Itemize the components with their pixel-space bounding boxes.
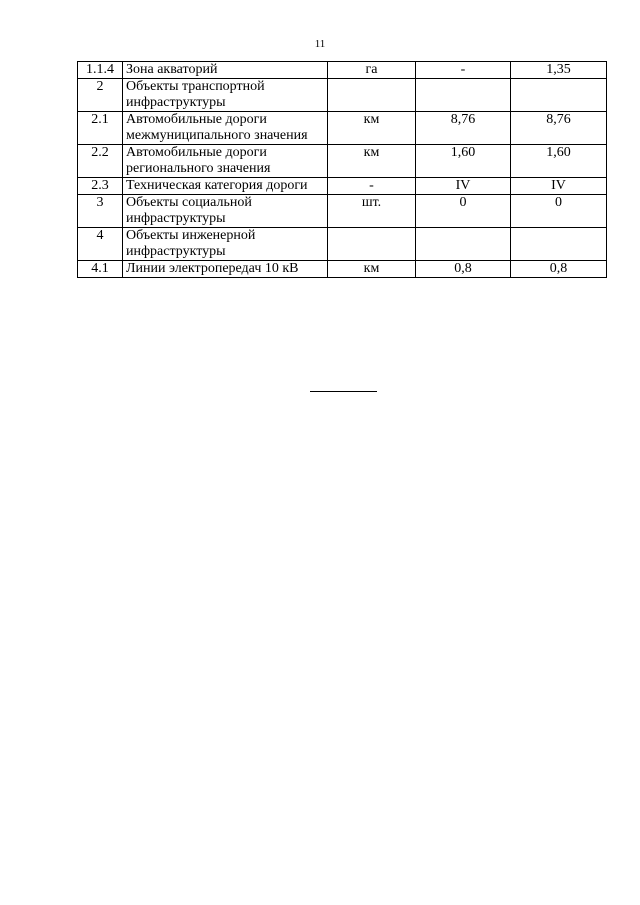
value-planned: 0,8 xyxy=(511,261,607,278)
table-row xyxy=(78,178,607,195)
indicator-name: Объекты транспортной инфраструктуры xyxy=(123,79,328,112)
end-of-document-rule xyxy=(310,391,377,392)
value-planned: 0 xyxy=(511,195,607,228)
indicator-name: Автомобильные дороги межмуниципального значения xyxy=(123,112,328,145)
table-row xyxy=(78,228,607,261)
value-current xyxy=(416,79,511,112)
value-planned: 1,60 xyxy=(511,145,607,178)
table-row xyxy=(78,261,607,278)
unit-cell xyxy=(328,228,416,261)
table-row xyxy=(78,62,607,79)
indicators-table xyxy=(77,61,607,278)
value-current: 0 xyxy=(416,195,511,228)
value-current: IV xyxy=(416,178,511,195)
row-number: 3 xyxy=(78,195,123,228)
row-number: 2 xyxy=(78,79,123,112)
row-number: 2.1 xyxy=(78,112,123,145)
value-planned: 8,76 xyxy=(511,112,607,145)
indicator-name: Зона акваторий xyxy=(123,62,328,79)
row-number: 2.2 xyxy=(78,145,123,178)
value-current: 1,60 xyxy=(416,145,511,178)
unit-cell xyxy=(328,79,416,112)
unit-cell: шт. xyxy=(328,195,416,228)
row-number: 4.1 xyxy=(78,261,123,278)
unit-cell: км xyxy=(328,112,416,145)
value-planned xyxy=(511,228,607,261)
indicator-name: Автомобильные дороги регионального значения xyxy=(123,145,328,178)
unit-cell: га xyxy=(328,62,416,79)
table-row xyxy=(78,145,607,178)
value-current: 0,8 xyxy=(416,261,511,278)
unit-cell: км xyxy=(328,145,416,178)
row-number: 4 xyxy=(78,228,123,261)
table-row xyxy=(78,195,607,228)
indicator-name: Объекты социальной инфраструктуры xyxy=(123,195,328,228)
unit-cell: - xyxy=(328,178,416,195)
value-planned: 1,35 xyxy=(511,62,607,79)
table-row xyxy=(78,112,607,145)
table-row xyxy=(78,79,607,112)
value-planned xyxy=(511,79,607,112)
indicator-name: Техническая категория дороги xyxy=(123,178,328,195)
value-current: - xyxy=(416,62,511,79)
row-number: 2.3 xyxy=(78,178,123,195)
indicator-name: Объекты инженерной инфраструктуры xyxy=(123,228,328,261)
indicator-name: Линии электропередач 10 кВ xyxy=(123,261,328,278)
unit-cell: км xyxy=(328,261,416,278)
row-number: 1.1.4 xyxy=(78,62,123,79)
page-number: 11 xyxy=(314,38,326,50)
value-current: 8,76 xyxy=(416,112,511,145)
value-current xyxy=(416,228,511,261)
value-planned: IV xyxy=(511,178,607,195)
